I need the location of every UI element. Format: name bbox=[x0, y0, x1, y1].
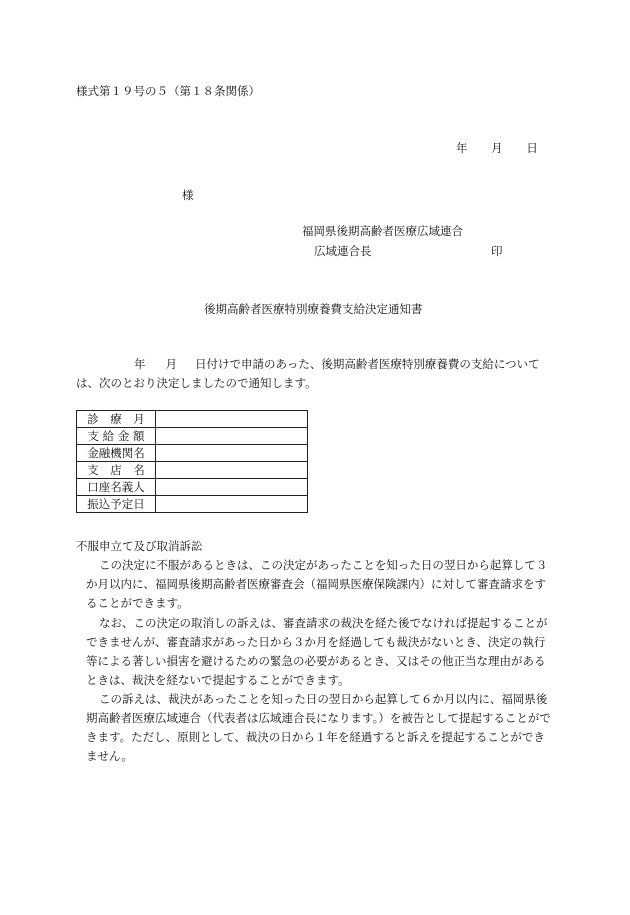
row-label-account-holder: 口座名義人 bbox=[77, 479, 156, 496]
info-table bbox=[76, 410, 308, 513]
row-value-treatment-month bbox=[156, 411, 308, 428]
table-row bbox=[77, 462, 308, 479]
intro-paragraph bbox=[76, 355, 554, 393]
appeal-paragraph-1: この決定に不服があるときは、この決定があったことを知った日の翌日から起算して３か月以内に、福岡県後期高齢者医療審査会（福岡県医療保険課内）に対して審査請求をすることができます。 bbox=[86, 558, 548, 610]
date-day-label: 日 bbox=[526, 141, 538, 155]
intro-year-label: 年 bbox=[134, 357, 146, 371]
issuer-organization: 福岡県後期高齢者医療広域連合 bbox=[302, 224, 463, 238]
recipient-suffix: 様 bbox=[182, 188, 194, 202]
row-value-bank-name bbox=[156, 445, 308, 462]
intro-text: 日付けで申請のあった、後期高齢者医療特別療養費の支給については、次のとおり決定しましたので通知します。 bbox=[76, 357, 540, 390]
table-row bbox=[77, 479, 308, 496]
date-line bbox=[456, 143, 538, 155]
form-number: 様式第１９号の５（第１８条関係） bbox=[76, 84, 260, 98]
appeal-paragraph-3: この訴えは、裁決があったことを知った日の翌日から起算して６か月以内に、福岡県後期高齢者医療広域連合（代表者は広域連合長になります。）を被告として提起することができます。ただし、原則として、裁決の日から１年を経過すると訴えを提起することができません。 bbox=[86, 692, 551, 763]
row-label-bank-name: 金融機関名 bbox=[77, 445, 156, 462]
row-value-branch-name bbox=[156, 462, 308, 479]
appeal-heading: 不服申立て及び取消訴訟 bbox=[76, 539, 203, 553]
date-month-label: 月 bbox=[491, 141, 503, 155]
row-value-transfer-date bbox=[156, 496, 308, 513]
document-title: 後期高齢者医療特別療養費支給決定通知書 bbox=[204, 302, 423, 316]
row-value-account-holder bbox=[156, 479, 308, 496]
row-label-transfer-date: 振込予定日 bbox=[77, 496, 156, 513]
table-row bbox=[77, 445, 308, 462]
intro-month-label: 月 bbox=[165, 357, 177, 371]
table-row bbox=[77, 428, 308, 445]
row-label-payment-amount: 支 給 金 額 bbox=[77, 428, 156, 445]
row-label-branch-name: 支 店 名 bbox=[77, 462, 156, 479]
table-row bbox=[77, 496, 308, 513]
row-value-payment-amount bbox=[156, 428, 308, 445]
row-label-treatment-month: 診 療 月 bbox=[77, 411, 156, 428]
appeal-paragraph-2: なお、この決定の取消しの訴えは、審査請求の裁決を経た後でなければ提起することができませんが、審査請求があった日から３か月を経過しても裁決がないとき、決定の執行等による著しい損害を避けるための緊急の必要があるとき、又はその他正当な理由があるときは、裁決を経ないで提起することができます。 bbox=[86, 616, 548, 687]
date-year-label: 年 bbox=[456, 141, 468, 155]
seal-mark: 印 bbox=[491, 244, 503, 258]
table-row bbox=[77, 411, 308, 428]
issuer-title: 広域連合長 bbox=[314, 244, 372, 258]
